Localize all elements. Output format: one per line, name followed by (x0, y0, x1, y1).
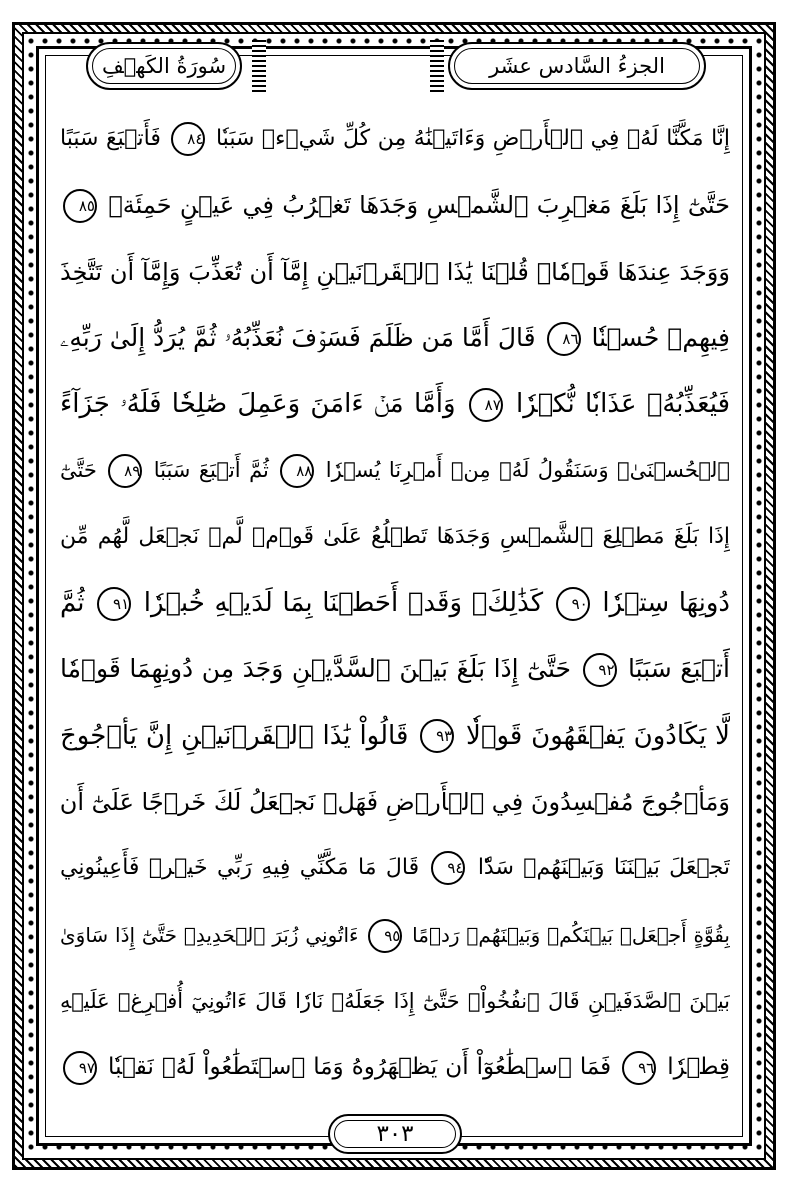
verse-text: ثُمَّ (60, 588, 95, 619)
page-number-box (328, 1114, 462, 1154)
verse-text: فَيُعَذِّبُهُۥ عَذَابٗا نُّكۡرٗا (505, 389, 730, 420)
verse-text: فَمَا ٱسۡطَٰعُوٓاْ أَن يَظۡهَرُوهُ وَمَا ٱسۡتَطَٰعُواْ لَهُۥ نَقۡبٗا (100, 1054, 620, 1081)
verse-text: حَتَّىٰٓ إِذَا بَلَغَ مَغۡرِبَ ٱلشَّمۡسِ وَجَدَهَا تَغۡرُبُ فِي عَيۡنٍ حَمِئَةٖ (100, 191, 730, 220)
verse-line (60, 703, 730, 769)
verse-line (60, 504, 730, 570)
ayah-number-marker: ٩٤ (431, 851, 465, 885)
verse-text: قَالَ أَمَّا مَن ظَلَمَ فَسَوۡفَ نُعَذِّبُهُۥ ثُمَّ يُرَدُّ إِلَىٰ رَبِّهِۦ (60, 322, 544, 352)
ayah-number-marker: ٨٩ (108, 454, 142, 488)
verse-line (60, 902, 730, 968)
verse-text: ٱلۡحُسۡنَىٰۖ وَسَنَقُولُ لَهُۥ مِنۡ أَمۡرِنَا يُسۡرٗا (317, 458, 730, 483)
verse-text: فِيهِمۡ حُسۡنٗا (583, 322, 730, 352)
verse-text: قَالُواْ يَٰذَا ٱلۡقَرۡنَيۡنِ إِنَّ يَأۡجُوجَ (60, 720, 418, 751)
verse-text: بِقُوَّةٍ أَجۡعَلۡ بَيۡنَكُمۡ وَبَيۡنَهُمۡ رَدۡمًا (405, 922, 730, 947)
verse-text: حَتَّىٰٓ (60, 458, 106, 483)
verse-text: قِطۡرٗا (659, 1054, 730, 1081)
juz-header (448, 42, 706, 90)
ayah-number-marker: ٩٦ (622, 1051, 656, 1085)
verse-text: دُونِهَا سِتۡرٗا (592, 588, 730, 619)
verse-text: حَتَّىٰٓ إِذَا بَلَغَ بَيۡنَ ٱلسَّدَّيۡنِ وَجَدَ مِن دُونِهِمَا قَوۡمٗا (60, 654, 580, 684)
verse-line (60, 769, 730, 835)
ayah-number-marker: ٨٧ (469, 388, 503, 422)
verse-line (60, 835, 730, 901)
header-ornament-icon (430, 40, 444, 92)
verse-text: إِذَا بَلَغَ مَطۡلِعَ ٱلشَّمۡسِ وَجَدَهَا تَطۡلُعُ عَلَىٰ قَوۡمٖ لَّمۡ نَجۡعَل لَّهُم مِّن (60, 523, 730, 549)
verse-text: كَذَٰلِكَۖ وَقَدۡ أَحَطۡنَا بِمَا لَدَيۡهِ خُبۡرٗا (134, 588, 553, 619)
verse-text: وَوَجَدَ عِندَهَا قَوۡمٗاۗ قُلۡنَا يَٰذَا ٱلۡقَرۡنَيۡنِ إِمَّآ أَن تُعَذِّبَ وَإِمَّآ أَن تَتَّخِذَ (60, 257, 730, 286)
verse-line (60, 968, 730, 1034)
verse-text: أَتۡبَعَ سَبَبًا (619, 654, 730, 684)
verse-text: ءَاتُونِي زُبَرَ ٱلۡحَدِيدِۖ حَتَّىٰٓ إِذَا سَاوَىٰ (60, 922, 366, 947)
verse-line (60, 1034, 730, 1100)
verse-line (60, 106, 730, 172)
verse-text: فَأَتۡبَعَ سَبَبًا (60, 126, 169, 151)
verse-line (60, 570, 730, 636)
verse-text: ثُمَّ أَتۡبَعَ سَبَبًا (145, 458, 278, 483)
verse-line (60, 172, 730, 238)
verse-text: بَيۡنَ ٱلصَّدَفَيۡنِ قَالَ ٱنفُخُواْۖ حَتَّىٰٓ إِذَا جَعَلَهُۥ نَارٗا قَالَ ءَاتُونِيٓ أُفۡرِغۡ عَلَيۡهِ (60, 988, 730, 1013)
ayah-number-marker: ٨٦ (547, 322, 581, 356)
verse-text: إِنَّا مَكَّنَّا لَهُۥ فِي ٱلۡأَرۡضِ وَءَاتَيۡنَٰهُ مِن كُلِّ شَيۡءٖ سَبَبٗا (208, 126, 730, 151)
ayah-number-marker: ٩٢ (583, 653, 617, 687)
ayah-number-marker: ٩٣ (420, 719, 454, 753)
ayah-number-marker: ٩١ (97, 587, 131, 621)
surah-header (86, 42, 242, 90)
verse-text: لَّا يَكَادُونَ يَفۡقَهُونَ قَوۡلٗا (457, 720, 730, 751)
verse-text: وَأَمَّا مَنۡ ءَامَنَ وَعَمِلَ صَٰلِحٗا فَلَهُۥ جَزَآءً (60, 389, 466, 420)
page-number: ٣٠٣ (376, 1121, 414, 1147)
ayah-number-marker: ٨٥ (63, 189, 97, 223)
verse-line (60, 305, 730, 371)
surah-label: سُورَةُ الكَهۡفِ (101, 54, 227, 78)
verse-line (60, 437, 730, 503)
verse-text: وَمَأۡجُوجَ مُفۡسِدُونَ فِي ٱلۡأَرۡضِ فَهَلۡ نَجۡعَلُ لَكَ خَرۡجًا عَلَىٰٓ أَن (60, 787, 730, 816)
header-ornament-icon (252, 40, 266, 92)
ayah-number-marker: ٨٨ (280, 454, 314, 488)
quran-text-block (60, 106, 730, 1101)
ayah-number-marker: ٩٧ (63, 1051, 97, 1085)
ayah-number-marker: ٩٥ (368, 919, 402, 953)
verse-text: قَالَ مَا مَكَّنِّي فِيهِ رَبِّي خَيۡرٞ فَأَعِينُونِي (60, 855, 429, 881)
ayah-number-marker: ٨٤ (171, 122, 205, 156)
verse-line (60, 371, 730, 437)
ayah-number-marker: ٩٠ (556, 587, 590, 621)
verse-text: تَجۡعَلَ بَيۡنَنَا وَبَيۡنَهُمۡ سَدّٗا (468, 855, 730, 881)
verse-line (60, 239, 730, 305)
verse-line (60, 636, 730, 702)
juz-label: الجزءُ السَّادس عشَر (489, 54, 665, 78)
